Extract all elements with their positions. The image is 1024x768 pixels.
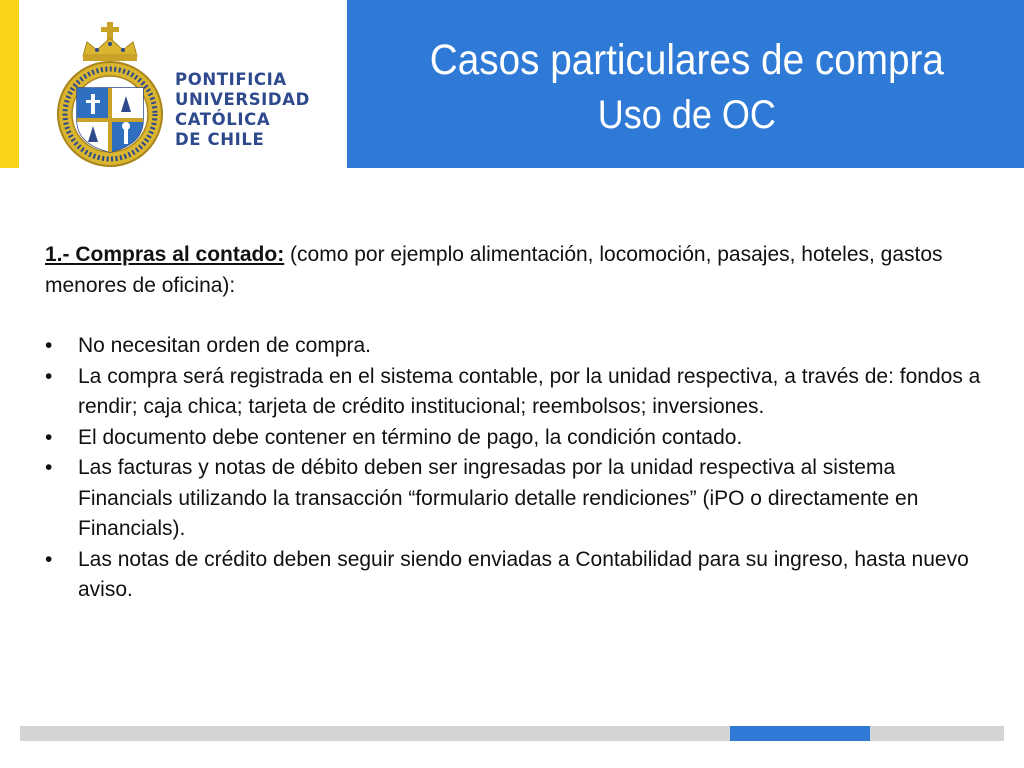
wordmark-line-3: CATÓLICA — [175, 110, 271, 129]
university-wordmark — [175, 70, 310, 150]
slide-subtitle: Uso de OC — [597, 93, 776, 137]
slide-body — [45, 240, 990, 606]
list-item — [45, 423, 990, 454]
section-heading: 1.- Compras al contado: — [45, 243, 285, 266]
bullet-icon: • — [45, 425, 53, 449]
slide-title: Casos particulares de compra — [429, 36, 944, 84]
bullet-text: El documento debe contener en término de pago, la condición contado. — [78, 425, 743, 449]
bullet-list — [45, 331, 990, 606]
intro-text: (como por ejemplo alimentación, locomoción, pasajes, hoteles, gastos menores de oficina): — [45, 243, 943, 297]
bullet-text: Las notas de crédito deben seguir siendo enviadas a Contabilidad para su ingreso, hasta nuevo aviso. — [78, 547, 969, 601]
wordmark-line-4: DE CHILE — [175, 130, 265, 149]
wordmark-line-2: UNIVERSIDAD — [175, 90, 310, 109]
bullet-icon: • — [45, 456, 53, 479]
list-item — [45, 545, 990, 606]
intro-paragraph — [45, 240, 990, 301]
footer-accent — [730, 726, 870, 741]
list-item — [45, 331, 990, 362]
yellow-accent-bar — [0, 0, 19, 168]
list-item — [45, 362, 990, 423]
bullet-text: No necesitan orden de compra. — [78, 334, 372, 357]
bullet-icon: • — [45, 547, 53, 571]
bullet-text: Las facturas y notas de débito deben ser ingresadas por la unidad respectiva al sistema Financials utilizando la transacción “formulario detalle rendiciones” (iPO o directamente en Financials). — [78, 456, 919, 540]
bullet-text: La compra será registrada en el sistema contable, por la unidad respectiva, a través de: fondos a rendir; caja chica; tarjeta de crédito institucional; reembolsos; inversiones. — [78, 364, 981, 418]
university-crest-icon — [55, 22, 165, 168]
title-panel — [347, 0, 1024, 168]
bullet-icon: • — [45, 364, 53, 388]
list-item — [45, 453, 990, 545]
wordmark-line-1: PONTIFICIA — [175, 70, 287, 89]
bullet-icon: • — [45, 334, 53, 357]
